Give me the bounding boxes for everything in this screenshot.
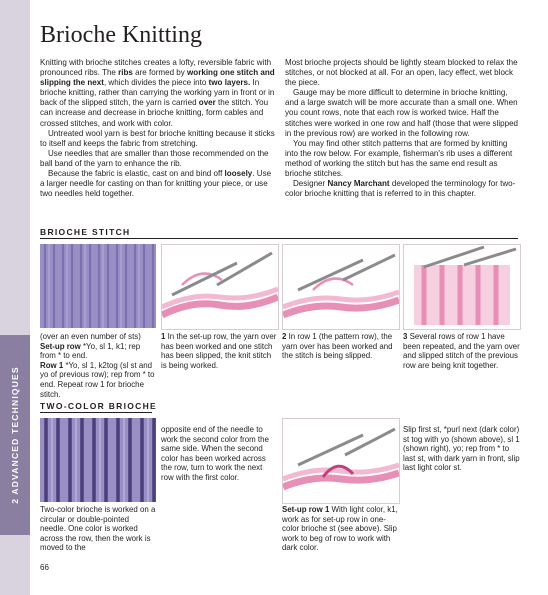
section-rule (40, 412, 152, 413)
two-color-row-text: Slip first st, *purl next (dark color) st tog with yo (shown above), sl 1 (shown right), yo; rep from * to last st, with dark yarn in front, slip last light color st. (403, 425, 520, 473)
text: . Use a larger needle for casting on than for knitting your piece, or use two needles held together. (40, 169, 272, 199)
step-1-number: 1 (161, 332, 166, 341)
text: the stitch. You can increase and decrease in brioche knitting, form cables and crossed stitches, and work with color. (40, 98, 269, 128)
page-number: 66 (40, 563, 49, 572)
chapter-tab-label: 2 ADVANCED TECHNIQUES (10, 366, 20, 504)
instruction-text: *Yo, sl 1, k2tog (sl st and yo of previous row); rep from * to end. Repeat row 1 for brioche stitch. (40, 360, 155, 399)
step-3-illustration (403, 244, 521, 330)
bold-text: loosely (224, 169, 253, 179)
brioche-swatch-photo (40, 244, 156, 328)
row-label: Set-up row (40, 341, 81, 351)
row-label: Row 1 (40, 360, 64, 370)
bold-text: over (198, 98, 216, 108)
paragraph (40, 169, 275, 199)
paragraph (285, 139, 520, 179)
step-2-number: 2 (282, 332, 287, 341)
step-1-illustration (161, 244, 279, 330)
two-color-setup-illustration (282, 418, 400, 504)
setup-row-1-label: Set-up row 1 (282, 505, 330, 514)
section-heading-brioche-stitch: BRIOCHE STITCH (40, 227, 131, 237)
two-color-swatch-photo (40, 418, 156, 502)
paragraph (285, 179, 520, 199)
text: Use needles that are smaller than those recommended on the ball band of the yarn to enhance the rib. (40, 148, 269, 168)
paragraph (285, 58, 520, 88)
step-2-caption (282, 332, 398, 361)
section-heading-two-color-brioche: TWO-COLOR BRIOCHE (40, 401, 158, 411)
text: Designer (293, 179, 328, 189)
text: Gauge may be more difficult to determine in brioche knitting, and a large swatch will be more accurate than a small one. When you count rows, note that each row is worked twice. Half the stitches were worked in one row and half (those that were slipped in the previous row) are worked in the following row. (285, 88, 519, 138)
step-1-caption (161, 332, 277, 370)
intro-left-column (40, 58, 275, 199)
setup-row-1-caption (282, 505, 398, 553)
page-title: Brioche Knitting (40, 22, 202, 48)
text: In brioche knitting, rather than carrying the working yarn in front or in back of the slipped stitch, the yarn is carried (40, 78, 275, 108)
text: Untreated wool yarn is best for brioche knitting because it sticks to itself and keeps the fabric from stretching. (40, 128, 275, 148)
chapter-tab (0, 335, 30, 535)
paragraph (40, 58, 275, 129)
paragraph (285, 88, 520, 138)
text: , which divides the piece into (103, 78, 209, 88)
text: You may find other stitch patterns that are formed by knitting into the row below. For example, fisherman's rib uses a different method of working the stitch but has the same end result as brioche stitches. (285, 138, 513, 179)
paragraph (40, 129, 275, 149)
text: are formed by (132, 68, 188, 78)
brioche-stitch-instructions (40, 332, 158, 399)
bold-text: Nancy Marchant (327, 179, 390, 189)
two-color-intro-text: Two-color brioche is worked on a circular or double-pointed needle. One color is worked across the row, then the work is moved to the (40, 505, 156, 553)
bold-text: two layers. (208, 78, 251, 88)
step-3-number: 3 (403, 332, 408, 341)
text: Knitting with brioche stitches creates a lofty, reversible fabric with pronounced ribs. The (40, 58, 272, 78)
instruction-text: (over an even number of sts) (40, 332, 141, 341)
two-color-continued-text: opposite end of the needle to work the second color from the same side. When the second color has been worked across the row, turn to work the next row with the first color. (161, 425, 269, 482)
step-2-text: In row 1 (the pattern row), the yarn over has been worked and the stitch is being slipped. (282, 332, 393, 361)
section-rule (40, 238, 518, 239)
intro-right-column (285, 58, 520, 199)
bold-text: ribs (118, 68, 133, 78)
text: Most brioche projects should be lightly steam blocked to relax the stitches, or not blocked at all. For an open, lacy effect, wet block the piece. (285, 58, 518, 88)
paragraph (40, 149, 275, 169)
text: Because the fabric is elastic, cast on and bind off (48, 169, 225, 179)
step-3-text: Several rows of row 1 have been repeated, and the yarn over and slipped stitch of the previous row are being knit together. (403, 332, 520, 370)
setup-row-1-text: With light color, k1, work as for set-up row in one-color brioche st (see above). Slip work to beg of row to work with dark color. (282, 505, 398, 553)
step-1-text: In the set-up row, the yarn over has been worked and one stitch has been slipped, the knit stitch is being worked. (161, 332, 277, 370)
step-2-illustration (282, 244, 400, 330)
step-3-caption (403, 332, 521, 370)
instruction-text: *Yo, sl 1, k1; rep from * to end. (40, 341, 141, 361)
bold-text: working one stitch and slipping the next (40, 68, 275, 88)
text: developed the terminology for two-color brioche knitting that is referred to in this chapter. (285, 179, 516, 199)
